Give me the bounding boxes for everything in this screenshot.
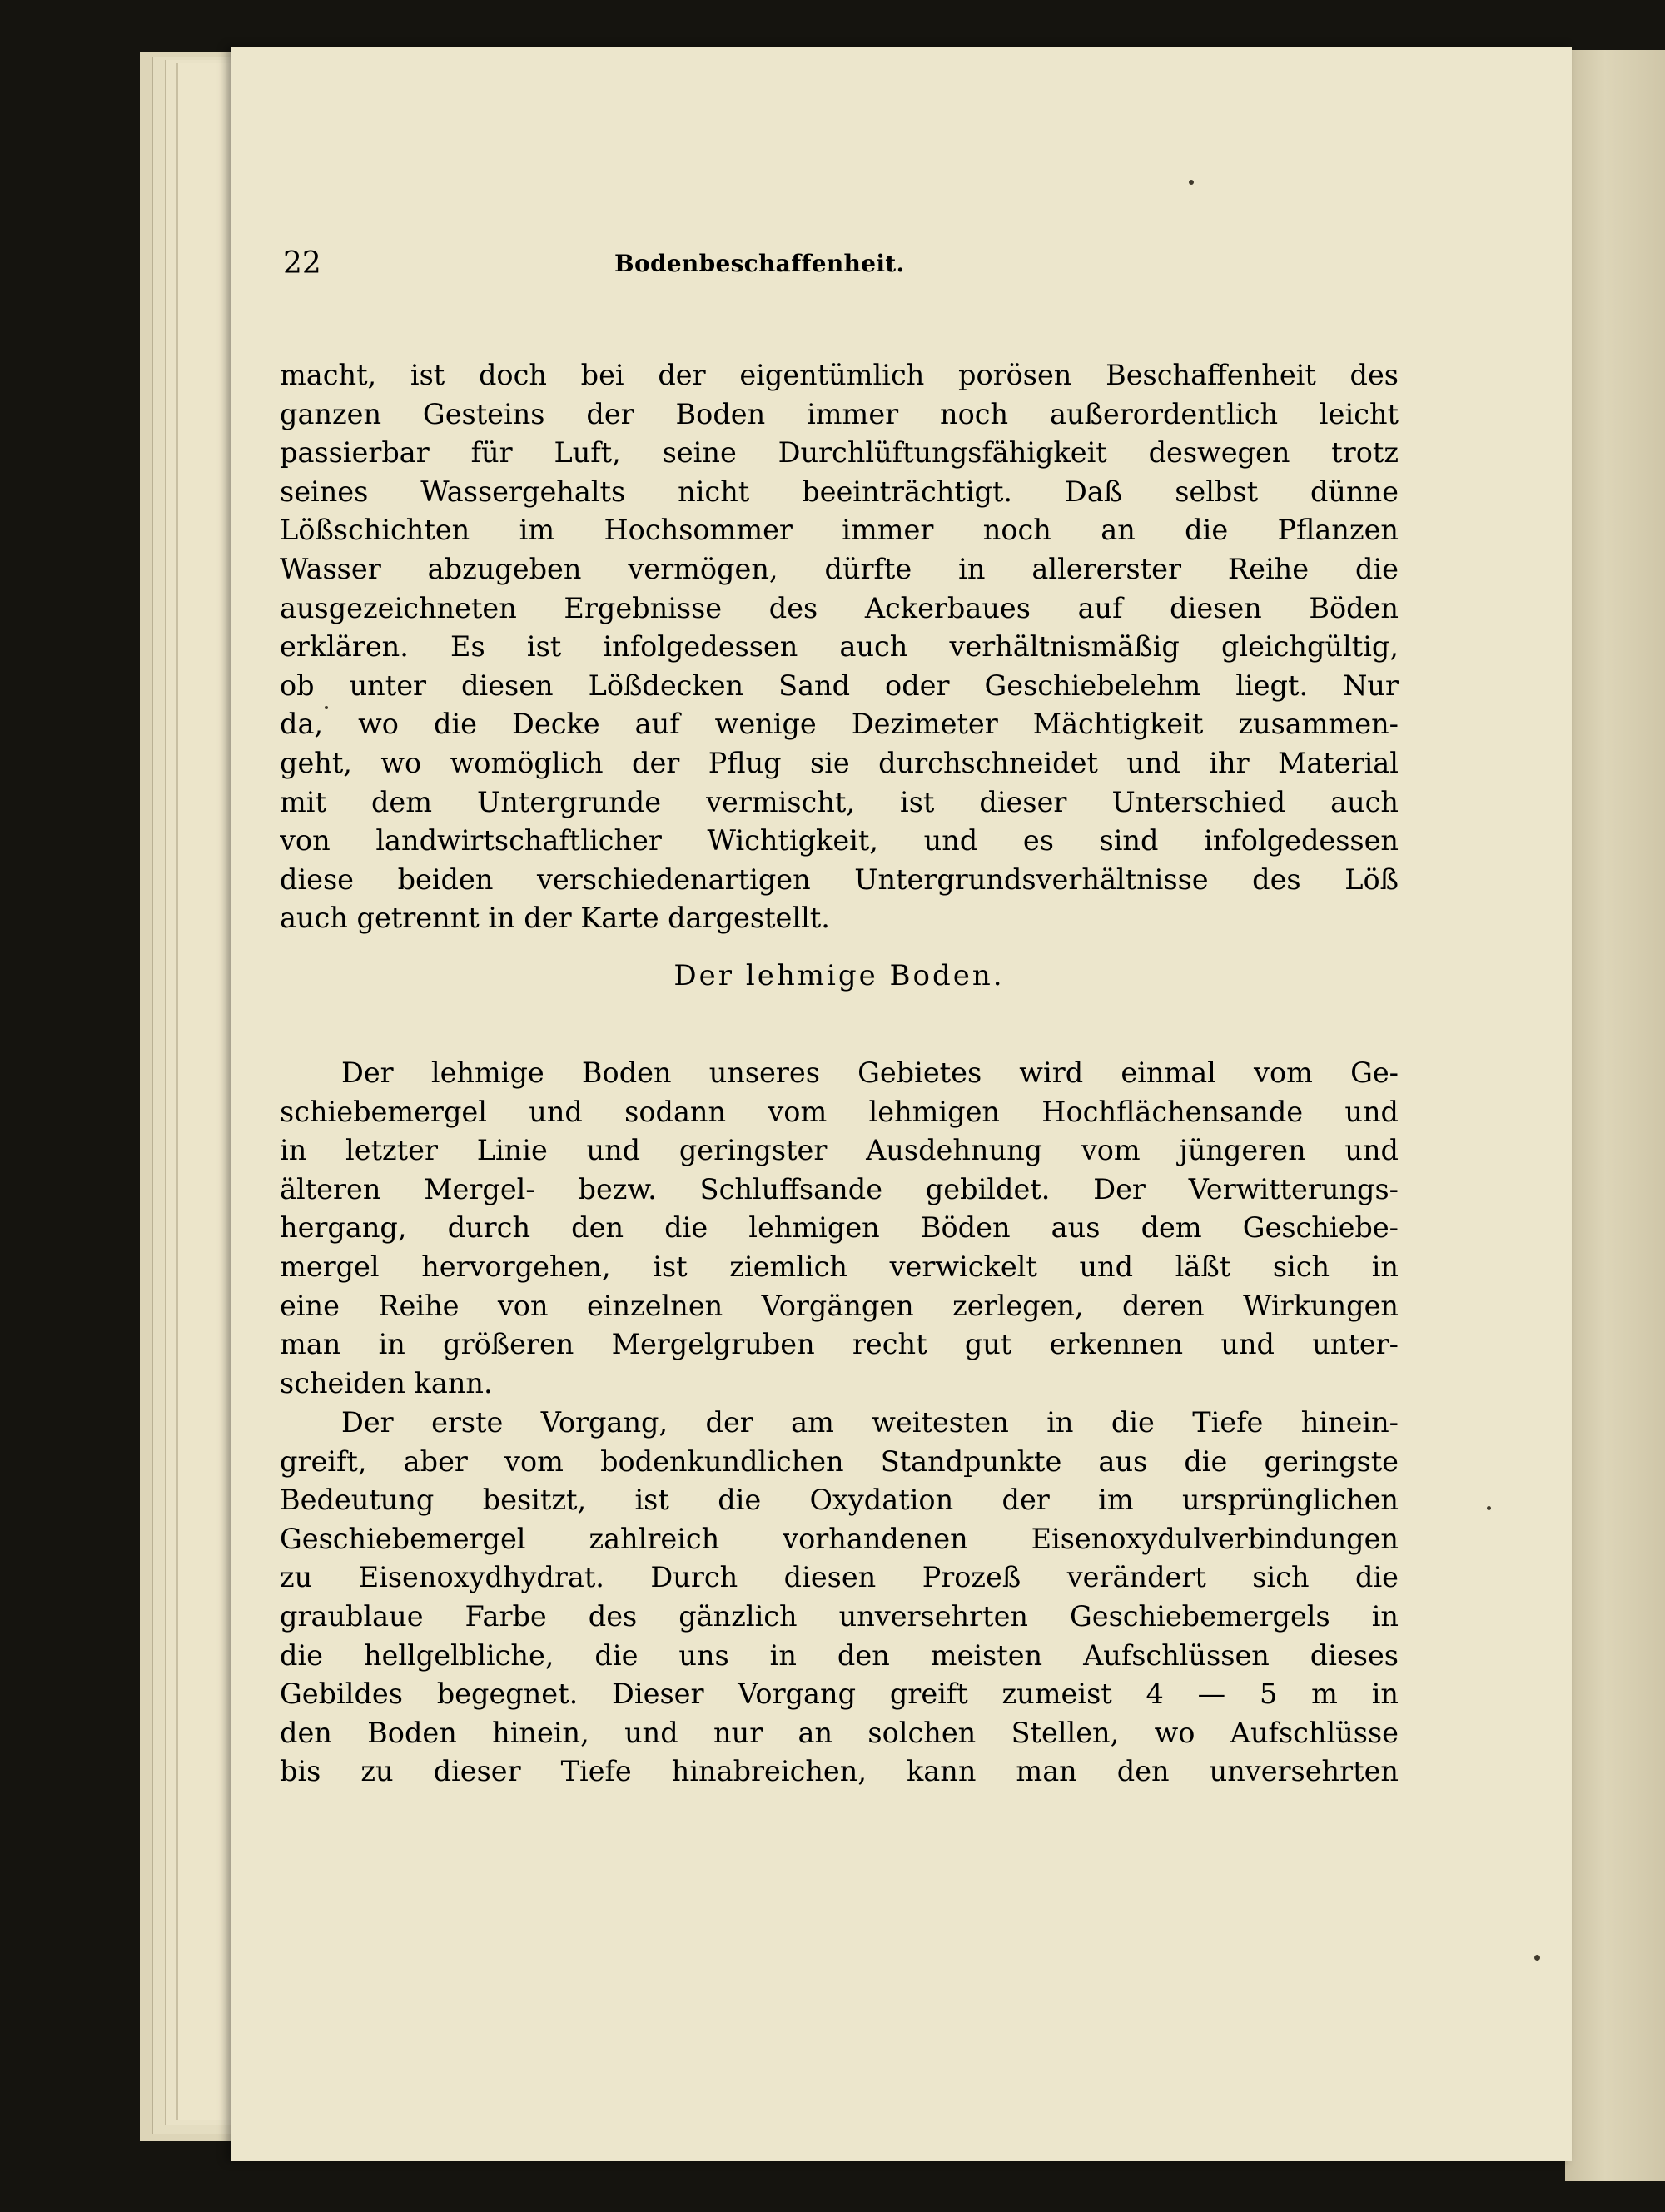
running-title: Bodenbeschaffenheit. [614, 250, 905, 277]
text-line: Wasser abzugeben vermögen, dürfte in allererster Reihe die [280, 552, 1399, 585]
text-line: älteren Mergel- bezw. Schluffsande gebildet. Der Verwitterungs- [280, 1172, 1399, 1205]
adjacent-page-edge [1565, 50, 1665, 2181]
text-line: ganzen Gesteins der Boden immer noch außerordentlich leicht [280, 397, 1399, 430]
text-line: Geschiebemergel zahlreich vorhandenen Eisenoxydulverbindungen [280, 1522, 1399, 1555]
text-line: zu Eisenoxydhydrat. Durch diesen Prozeß verändert sich die [280, 1561, 1399, 1594]
paragraph-1 [280, 356, 1399, 938]
text-line: scheiden kann. [280, 1366, 493, 1399]
speck [1189, 180, 1194, 185]
text-line: die hellgelbliche, die uns in den meisten Aufschlüssen dieses [280, 1638, 1399, 1672]
text-line: graublaue Farbe des gänzlich unversehrten Geschiebemergels in [280, 1599, 1399, 1633]
text-line: man in größeren Mergelgruben recht gut erkennen und unter- [280, 1328, 1399, 1361]
text-line: ob unter diesen Lößdecken Sand oder Geschiebelehm liegt. Nur [280, 669, 1399, 702]
section-heading: Der lehmige Boden. [673, 959, 1005, 992]
text-line: bis zu dieser Tiefe hinabreichen, kann man den unversehrten [280, 1755, 1399, 1788]
paragraph-3 [280, 1404, 1399, 1792]
text-line: Lößschichten im Hochsommer immer noch an die Pflanzen [280, 514, 1399, 547]
text-line: Der erste Vorgang, der am weitesten in die Tiefe hinein- [341, 1406, 1399, 1439]
text-line: von landwirtschaftlicher Wichtigkeit, und es sind infolgedessen [280, 824, 1399, 857]
text-line: passierbar für Luft, seine Durchlüftungsfähigkeit deswegen trotz [280, 436, 1399, 470]
speck [1534, 1955, 1540, 1961]
text-line: in letzter Linie und geringster Ausdehnung vom jüngeren und [280, 1134, 1399, 1167]
text-line: diese beiden verschiedenartigen Untergrundsverhältnisse des Löß [280, 862, 1399, 896]
text-line: ausgezeichneten Ergebnisse des Ackerbaues auf diesen Böden [280, 591, 1399, 624]
text-line: da, wo die Decke auf wenige Dezimeter Mächtigkeit zusammen- [280, 708, 1399, 741]
text-line: greift, aber vom bodenkundlichen Standpunkte aus die geringste [280, 1444, 1399, 1478]
page-number: 22 [283, 246, 321, 281]
text-line: Gebildes begegnet. Dieser Vorgang greift zumeist 4 — 5 m in [280, 1678, 1399, 1711]
text-line: hergang, durch den die lehmigen Böden aus dem Geschiebe- [280, 1211, 1399, 1245]
text-line: macht, ist doch bei der eigentümlich porösen Beschaffenheit des [280, 359, 1399, 391]
text-line: Der lehmige Boden unseres Gebietes wird einmal vom Ge- [341, 1056, 1399, 1089]
speck [1487, 1506, 1491, 1510]
text-line: geht, wo womöglich der Pflug sie durchschneidet und ihr Material [280, 746, 1399, 779]
text-line: mit dem Untergrunde vermischt, ist dieser Unterschied auch [280, 785, 1399, 818]
text-line: seines Wassergehalts nicht beeinträchtigt. Daß selbst dünne [280, 475, 1399, 508]
text-line: auch getrennt in der Karte dargestellt. [280, 902, 830, 935]
text-line: den Boden hinein, und nur an solchen Stellen, wo Aufschlüsse [280, 1716, 1399, 1749]
text-line: eine Reihe von einzelnen Vorgängen zerlegen, deren Wirkungen [280, 1289, 1399, 1322]
text-line: mergel hervorgehen, ist ziemlich verwickelt und läßt sich in [280, 1250, 1399, 1283]
text-line: Bedeutung besitzt, ist die Oxydation der im ursprünglichen [280, 1484, 1399, 1517]
text-line: erklären. Es ist infolgedessen auch verhältnismäßig gleichgültig, [280, 630, 1399, 664]
running-head [283, 246, 1116, 288]
text-line: schiebemergel und sodann vom lehmigen Hochflächensande und [280, 1095, 1399, 1128]
paragraph-2 [280, 1054, 1399, 1403]
